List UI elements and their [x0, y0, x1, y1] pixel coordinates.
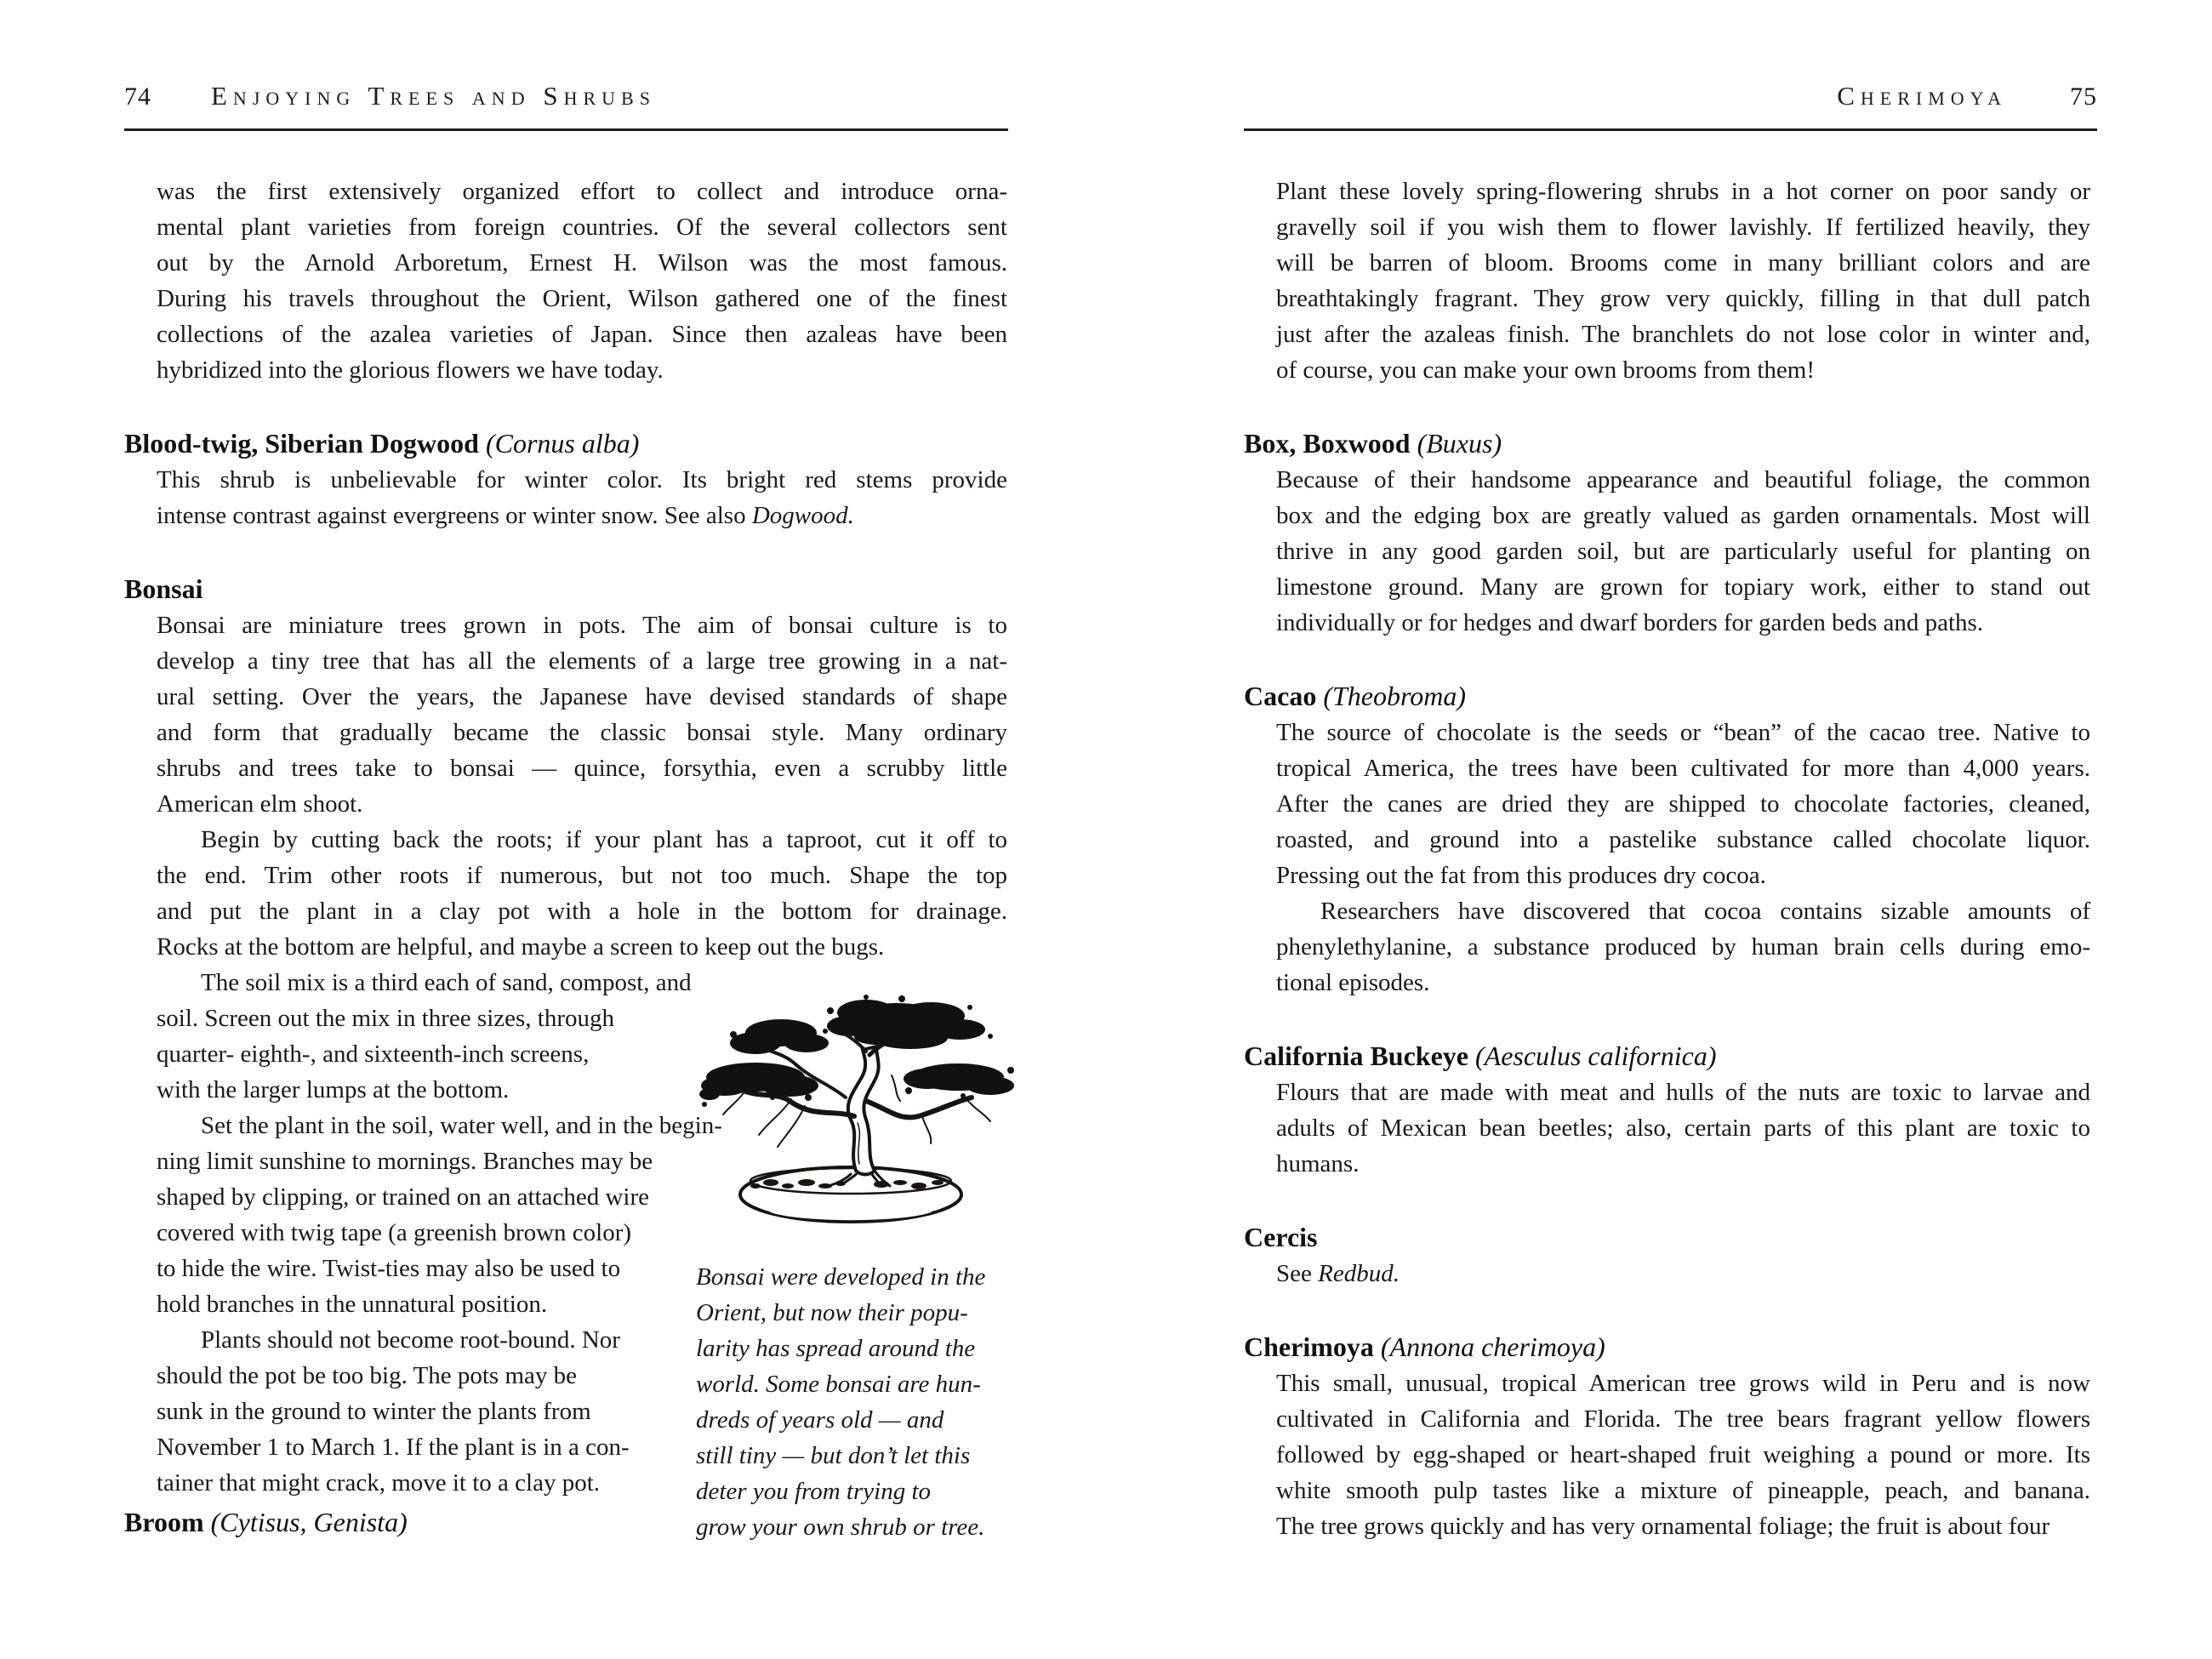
- paragraph: [157, 822, 1007, 965]
- text-line: to hide the wire. Twist-ties may also be used to: [157, 1255, 621, 1282]
- section-box-boxwood: [1244, 425, 2090, 641]
- text-line: hybridized into the glorious flowers we have today.: [157, 356, 664, 384]
- section-heading-buckeye: [1244, 1038, 2090, 1075]
- text-line: adults of Mexican bean beetles; also, certain parts of this plant are toxic to: [1276, 1115, 2090, 1142]
- section-heading-blood-twig: [124, 425, 1007, 462]
- text-line: dreds of years old — and: [696, 1406, 944, 1434]
- text-line: ural setting. Over the years, the Japanese have devised standards of shape: [157, 683, 1007, 710]
- text-line: gravelly soil if you wish them to flower lavishly. If fertilized heavily, they: [1276, 214, 2090, 241]
- heading-title: Cacao: [1244, 681, 1317, 711]
- text-line: should the pot be too big. The pots may be: [157, 1362, 578, 1389]
- text-line: During his travels throughout the Orient, Wilson gathered one of the finest: [157, 285, 1007, 312]
- paragraph: [1276, 893, 2090, 1001]
- text-line: covered with twig tape (a greenish brown color): [157, 1219, 632, 1246]
- page-left: [124, 81, 1008, 1541]
- right-header-rule: [1244, 128, 2097, 131]
- text-line: deter you from trying to: [696, 1478, 931, 1505]
- section-heading-cacao: [1244, 678, 2090, 715]
- text-line: individually or for hedges and dwarf borders for garden beds and paths.: [1276, 609, 1984, 636]
- left-page-number: 74: [124, 83, 151, 111]
- text-line: out by the Arnold Arboretum, Ernest H. Wilson was the most famous.: [157, 249, 1007, 276]
- paragraph: [157, 462, 1007, 533]
- intro-paragraph: [1276, 174, 2090, 388]
- text-line: See Redbud.: [1276, 1260, 1400, 1287]
- heading-latin-name: (Cytisus, Genista): [210, 1507, 408, 1537]
- text-line: Bonsai are miniature trees grown in pots. The aim of bonsai culture is to: [157, 612, 1007, 639]
- text-line: was the first extensively organized effort to collect and introduce orna-: [157, 178, 1007, 205]
- text-line: limestone ground. Many are grown for topiary work, either to stand out: [1276, 573, 2090, 601]
- heading-title: Blood-twig, Siberian Dogwood: [124, 428, 479, 459]
- text-line: develop a tiny tree that has all the elements of a large tree growing in a nat-: [157, 647, 1007, 675]
- text-line: Bonsai were developed in the: [696, 1263, 986, 1291]
- figure-caption: [696, 1259, 1012, 1545]
- paragraph: [1276, 715, 2090, 893]
- section-heading-cercis: [1244, 1219, 2090, 1256]
- paragraph: [157, 607, 1007, 822]
- text-line: Plant these lovely spring-flowering shrubs in a hot corner on poor sandy or: [1276, 178, 2090, 205]
- intro-paragraph: [157, 174, 1007, 388]
- heading-latin-name: (Aesculus californica): [1474, 1040, 1717, 1071]
- paragraph: [1276, 1365, 2090, 1544]
- section-cacao: [1244, 678, 2090, 1001]
- heading-latin-name: (Theobroma): [1323, 681, 1466, 711]
- text-line: This small, unusual, tropical American tree grows wild in Peru and is now: [1276, 1370, 2090, 1397]
- text-line: The source of chocolate is the seeds or “bean” of the cacao tree. Native to: [1276, 719, 2090, 746]
- heading-title: Box, Boxwood: [1244, 428, 1411, 459]
- left-running-header: [124, 81, 1008, 118]
- right-page-body: [1244, 174, 2090, 1544]
- text-line: Because of their handsome appearance and beautiful foliage, the common: [1276, 466, 2090, 493]
- text-line: The tree grows quickly and has very ornamental foliage; the fruit is about four: [1276, 1513, 2050, 1540]
- text-line: tainer that might crack, move it to a clay pot.: [157, 1469, 601, 1497]
- text-line: Orient, but now their popu-: [696, 1299, 968, 1326]
- text-line: quarter- eighth-, and sixteenth-inch screens,: [157, 1040, 590, 1068]
- text-line: November 1 to March 1. If the plant is in a con-: [157, 1434, 630, 1461]
- text-line: Pressing out the fat from this produces dry cocoa.: [1276, 862, 1766, 889]
- text-line: and form that gradually became the classic bonsai style. Many ordinary: [157, 719, 1007, 746]
- text-line: intense contrast against evergreens or winter snow. See also Dogwood.: [157, 502, 854, 529]
- bonsai-tree-illustration: [699, 973, 1023, 1237]
- text-line: and put the plant in a clay pot with a hole in the bottom for drainage.: [157, 898, 1007, 925]
- heading-title: Bonsai: [124, 573, 203, 604]
- left-running-head-title: Enjoying Trees and Shrubs: [211, 81, 656, 111]
- section-heading-box: [1244, 425, 2090, 462]
- text-line: with the larger lumps at the bottom.: [157, 1076, 510, 1103]
- text-line: breathtakingly fragrant. They grow very quickly, filling in that dull patch: [1276, 285, 2090, 312]
- text-line: still tiny — but don’t let this: [696, 1442, 971, 1469]
- text-line: roasted, and ground into a pastelike substance called chocolate liquor.: [1276, 826, 2090, 853]
- text-line: Researchers have discovered that cocoa contains sizable amounts of: [1320, 898, 2090, 925]
- text-line: tional episodes.: [1276, 969, 1430, 996]
- text-line: box and the edging box are greatly valued as garden ornamentals. Most will: [1276, 502, 2090, 529]
- text-line: After the canes are dried they are shipped to chocolate factories, cleaned,: [1276, 790, 2090, 818]
- section-blood-twig: [124, 425, 1007, 533]
- text-line: sunk in the ground to winter the plants from: [157, 1398, 591, 1425]
- text-line: shaped by clipping, or trained on an attached wire: [157, 1183, 649, 1211]
- text-line: world. Some bonsai are hun-: [696, 1371, 981, 1398]
- text-line: American elm shoot.: [157, 790, 363, 818]
- text-line: phenylethylanine, a substance produced by human brain cells during emo-: [1276, 933, 2090, 961]
- text-line: soil. Screen out the mix in three sizes, through: [157, 1005, 615, 1032]
- heading-latin-name: (Cornus alba): [485, 428, 640, 459]
- section-cercis: [1244, 1219, 2090, 1291]
- text-line: humans.: [1276, 1150, 1360, 1177]
- paragraph: [1276, 1075, 2090, 1182]
- right-running-head-title: Cherimoya: [1837, 81, 2007, 111]
- text-line: of course, you can make your own brooms from them!: [1276, 356, 1816, 384]
- text-line: the end. Trim other roots if numerous, but not too much. Shape the top: [157, 862, 1007, 889]
- heading-latin-name: (Annona cherimoya): [1380, 1331, 1605, 1362]
- text-line: This shrub is unbelievable for winter color. Its bright red stems provide: [157, 466, 1007, 493]
- heading-title: Cercis: [1244, 1222, 1318, 1252]
- text-line: followed by egg-shaped or heart-shaped fruit weighing a pound or more. Its: [1276, 1441, 2090, 1468]
- text-line: Plants should not become root-bound. Nor: [201, 1326, 620, 1354]
- text-line: tropical America, the trees have been cultivated for more than 4,000 years.: [1276, 755, 2090, 782]
- text-line: grow your own shrub or tree.: [696, 1514, 985, 1541]
- page-right: [1244, 81, 2097, 1544]
- section-heading-bonsai: [124, 571, 1007, 607]
- heading-title: Cherimoya: [1244, 1331, 1374, 1362]
- text-line: Begin by cutting back the roots; if your plant has a taproot, cut it off to: [201, 826, 1007, 853]
- text-line: collections of the azalea varieties of Japan. Since then azaleas have been: [157, 321, 1007, 348]
- text-line: shrubs and trees take to bonsai — quince, forsythia, even a scrubby little: [157, 755, 1007, 782]
- section-california-buckeye: [1244, 1038, 2090, 1182]
- text-line: Rocks at the bottom are helpful, and maybe a screen to keep out the bugs.: [157, 933, 885, 961]
- text-line: thrive in any good garden soil, but are particularly useful for planting on: [1276, 538, 2090, 565]
- text-line: cultivated in California and Florida. The tree bears fragrant yellow flowers: [1276, 1405, 2090, 1433]
- paragraph: [1276, 462, 2090, 641]
- text-line: white smooth pulp tastes like a mixture of pineapple, peach, and banana.: [1276, 1477, 2090, 1504]
- text-line: larity has spread around the: [696, 1335, 976, 1362]
- heading-title: California Buckeye: [1244, 1040, 1468, 1071]
- text-line: Set the plant in the soil, water well, and in the begin-: [201, 1112, 722, 1139]
- right-running-header: [1244, 81, 2097, 118]
- text-line: Flours that are made with meat and hulls of the nuts are toxic to larvae and: [1276, 1079, 2090, 1106]
- section-heading-cherimoya: [1244, 1329, 2090, 1365]
- right-page-number: 75: [2070, 83, 2097, 111]
- section-cherimoya: [1244, 1329, 2090, 1544]
- left-header-rule: [124, 128, 1008, 131]
- text-line: will be barren of bloom. Brooms come in many brilliant colors and are: [1276, 249, 2090, 276]
- paragraph: [1276, 1256, 2090, 1291]
- text-line: ning limit sunshine to mornings. Branches may be: [157, 1148, 653, 1175]
- heading-title: Broom: [124, 1507, 204, 1537]
- text-line: The soil mix is a third each of sand, compost, and: [201, 969, 692, 996]
- text-line: mental plant varieties from foreign countries. Of the several collectors sent: [157, 214, 1007, 241]
- text-line: just after the azaleas finish. The branchlets do not lose color in winter and,: [1276, 321, 2090, 348]
- text-line: hold branches in the unnatural position.: [157, 1291, 548, 1318]
- heading-latin-name: (Buxus): [1417, 428, 1502, 459]
